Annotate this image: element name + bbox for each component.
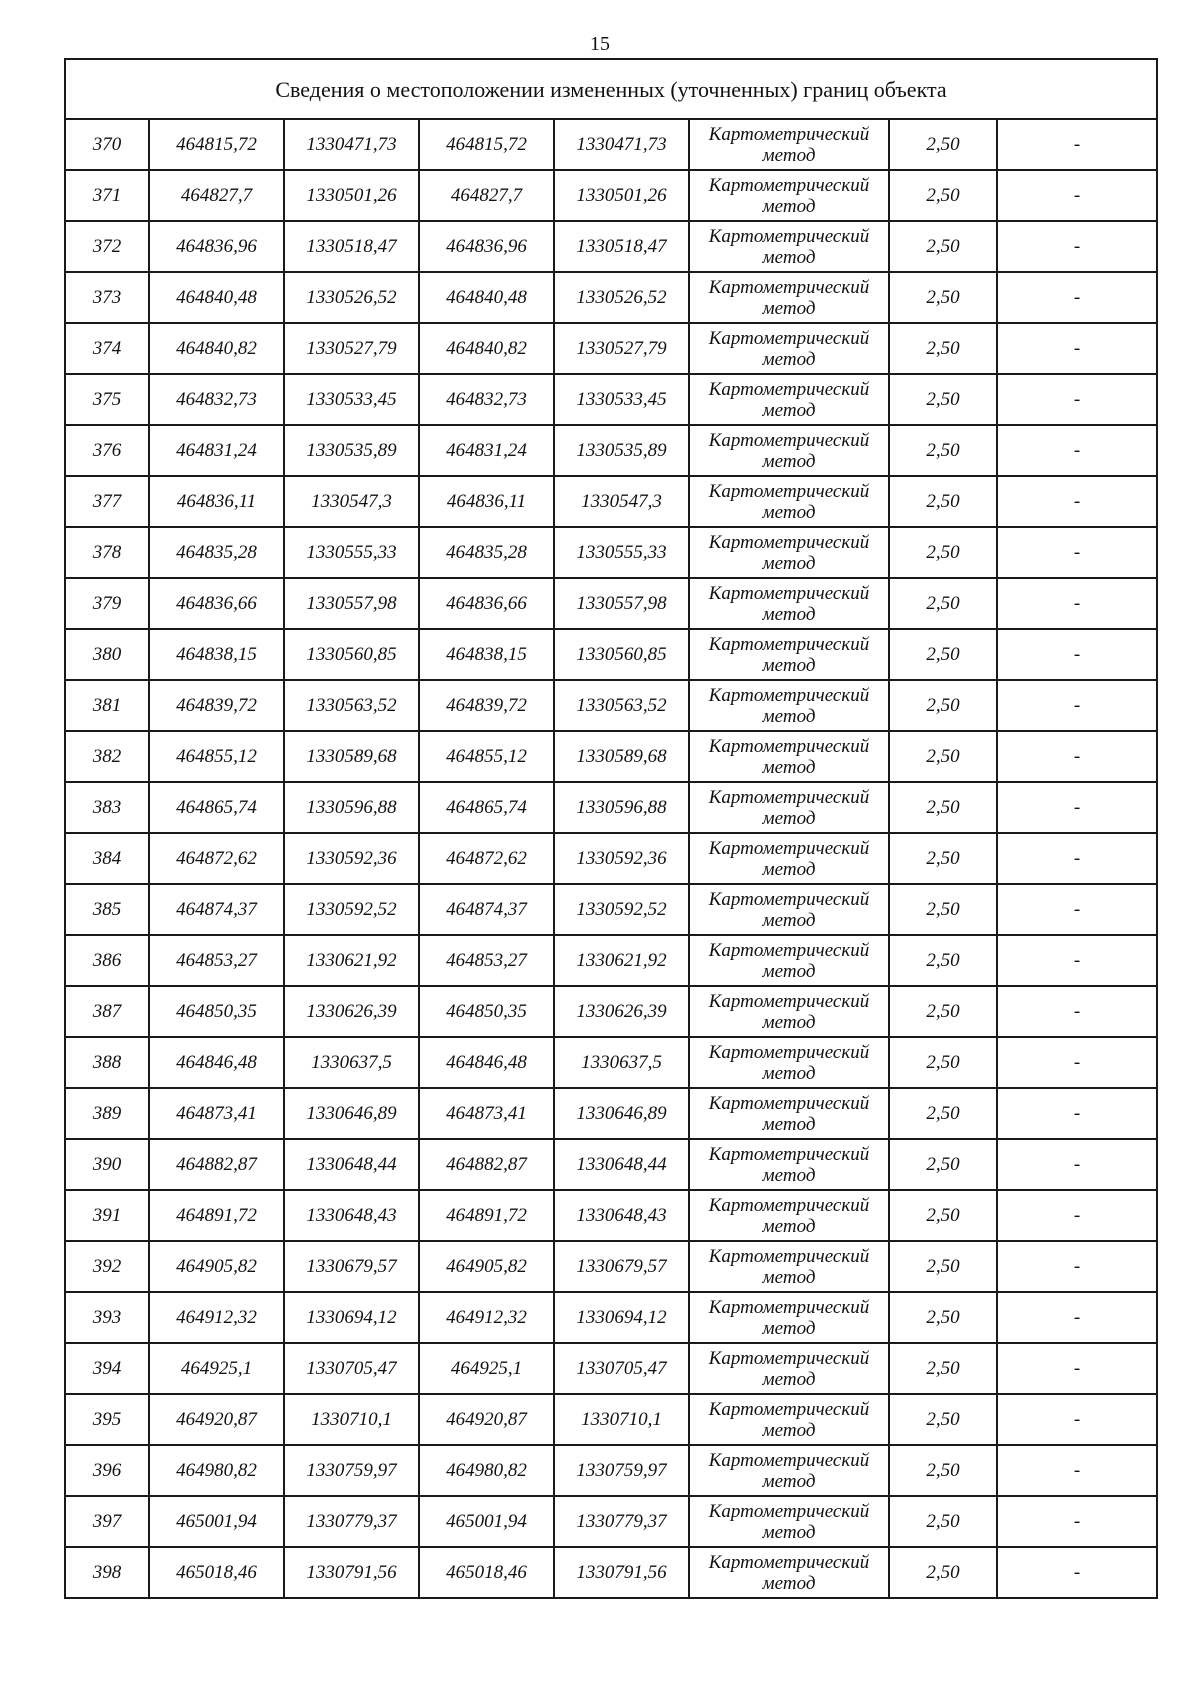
table-row bbox=[65, 323, 1157, 374]
page-number: 15 bbox=[590, 33, 610, 55]
table-row bbox=[65, 170, 1157, 221]
existing-y-cell: 1330589,68 bbox=[284, 731, 419, 782]
table-row bbox=[65, 1547, 1157, 1598]
existing-x-cell: 464912,32 bbox=[149, 1292, 284, 1343]
table-body bbox=[65, 59, 1157, 1598]
existing-x-cell: 464846,48 bbox=[149, 1037, 284, 1088]
point-number-cell: 385 bbox=[65, 884, 149, 935]
existing-x-cell: 464855,12 bbox=[149, 731, 284, 782]
table-row bbox=[65, 272, 1157, 323]
accuracy-cell: 2,50 bbox=[889, 374, 997, 425]
table-row bbox=[65, 1190, 1157, 1241]
existing-y-cell: 1330679,57 bbox=[284, 1241, 419, 1292]
accuracy-cell: 2,50 bbox=[889, 731, 997, 782]
accuracy-cell: 2,50 bbox=[889, 1343, 997, 1394]
existing-x-cell: 464836,66 bbox=[149, 578, 284, 629]
new-x-cell: 464872,62 bbox=[419, 833, 554, 884]
existing-y-cell: 1330694,12 bbox=[284, 1292, 419, 1343]
table-row bbox=[65, 578, 1157, 629]
table-row bbox=[65, 1394, 1157, 1445]
accuracy-cell: 2,50 bbox=[889, 1037, 997, 1088]
table-row bbox=[65, 884, 1157, 935]
existing-y-cell: 1330637,5 bbox=[284, 1037, 419, 1088]
new-x-cell: 464980,82 bbox=[419, 1445, 554, 1496]
new-x-cell: 464912,32 bbox=[419, 1292, 554, 1343]
new-y-cell: 1330518,47 bbox=[554, 221, 689, 272]
description-cell: - bbox=[997, 221, 1157, 272]
point-number-cell: 395 bbox=[65, 1394, 149, 1445]
description-cell: - bbox=[997, 1445, 1157, 1496]
existing-y-cell: 1330626,39 bbox=[284, 986, 419, 1037]
existing-y-cell: 1330518,47 bbox=[284, 221, 419, 272]
accuracy-cell: 2,50 bbox=[889, 119, 997, 170]
existing-y-cell: 1330535,89 bbox=[284, 425, 419, 476]
point-number-cell: 376 bbox=[65, 425, 149, 476]
existing-y-cell: 1330592,52 bbox=[284, 884, 419, 935]
accuracy-cell: 2,50 bbox=[889, 1445, 997, 1496]
table-row bbox=[65, 221, 1157, 272]
new-y-cell: 1330791,56 bbox=[554, 1547, 689, 1598]
description-cell: - bbox=[997, 170, 1157, 221]
new-x-cell: 464840,48 bbox=[419, 272, 554, 323]
accuracy-cell: 2,50 bbox=[889, 578, 997, 629]
new-x-cell: 464836,11 bbox=[419, 476, 554, 527]
method-cell: Картометрический метод bbox=[689, 1496, 889, 1547]
description-cell: - bbox=[997, 1292, 1157, 1343]
point-number-cell: 393 bbox=[65, 1292, 149, 1343]
description-cell: - bbox=[997, 1496, 1157, 1547]
description-cell: - bbox=[997, 323, 1157, 374]
new-x-cell: 464855,12 bbox=[419, 731, 554, 782]
new-y-cell: 1330563,52 bbox=[554, 680, 689, 731]
point-number-cell: 397 bbox=[65, 1496, 149, 1547]
accuracy-cell: 2,50 bbox=[889, 476, 997, 527]
new-y-cell: 1330560,85 bbox=[554, 629, 689, 680]
accuracy-cell: 2,50 bbox=[889, 1139, 997, 1190]
accuracy-cell: 2,50 bbox=[889, 425, 997, 476]
new-y-cell: 1330759,97 bbox=[554, 1445, 689, 1496]
description-cell: - bbox=[997, 425, 1157, 476]
accuracy-cell: 2,50 bbox=[889, 170, 997, 221]
description-cell: - bbox=[997, 731, 1157, 782]
existing-x-cell: 464839,72 bbox=[149, 680, 284, 731]
new-y-cell: 1330589,68 bbox=[554, 731, 689, 782]
table-row bbox=[65, 527, 1157, 578]
existing-x-cell: 464882,87 bbox=[149, 1139, 284, 1190]
new-y-cell: 1330648,44 bbox=[554, 1139, 689, 1190]
new-y-cell: 1330710,1 bbox=[554, 1394, 689, 1445]
method-cell: Картометрический метод bbox=[689, 221, 889, 272]
new-x-cell: 464891,72 bbox=[419, 1190, 554, 1241]
accuracy-cell: 2,50 bbox=[889, 527, 997, 578]
existing-x-cell: 464835,28 bbox=[149, 527, 284, 578]
point-number-cell: 387 bbox=[65, 986, 149, 1037]
new-x-cell: 464836,96 bbox=[419, 221, 554, 272]
point-number-cell: 392 bbox=[65, 1241, 149, 1292]
existing-y-cell: 1330501,26 bbox=[284, 170, 419, 221]
accuracy-cell: 2,50 bbox=[889, 1190, 997, 1241]
table-row bbox=[65, 425, 1157, 476]
method-cell: Картометрический метод bbox=[689, 527, 889, 578]
description-cell: - bbox=[997, 833, 1157, 884]
accuracy-cell: 2,50 bbox=[889, 1394, 997, 1445]
existing-x-cell: 464827,7 bbox=[149, 170, 284, 221]
table-row bbox=[65, 1088, 1157, 1139]
new-y-cell: 1330637,5 bbox=[554, 1037, 689, 1088]
description-cell: - bbox=[997, 578, 1157, 629]
new-y-cell: 1330535,89 bbox=[554, 425, 689, 476]
point-number-cell: 372 bbox=[65, 221, 149, 272]
method-cell: Картометрический метод bbox=[689, 833, 889, 884]
point-number-cell: 386 bbox=[65, 935, 149, 986]
description-cell: - bbox=[997, 119, 1157, 170]
method-cell: Картометрический метод bbox=[689, 1547, 889, 1598]
description-cell: - bbox=[997, 680, 1157, 731]
new-x-cell: 464827,7 bbox=[419, 170, 554, 221]
table-row bbox=[65, 1445, 1157, 1496]
existing-y-cell: 1330646,89 bbox=[284, 1088, 419, 1139]
accuracy-cell: 2,50 bbox=[889, 1088, 997, 1139]
point-number-cell: 371 bbox=[65, 170, 149, 221]
existing-y-cell: 1330648,43 bbox=[284, 1190, 419, 1241]
existing-y-cell: 1330759,97 bbox=[284, 1445, 419, 1496]
new-x-cell: 464882,87 bbox=[419, 1139, 554, 1190]
existing-x-cell: 465018,46 bbox=[149, 1547, 284, 1598]
method-cell: Картометрический метод bbox=[689, 323, 889, 374]
existing-x-cell: 464865,74 bbox=[149, 782, 284, 833]
table-title-row bbox=[65, 59, 1157, 119]
accuracy-cell: 2,50 bbox=[889, 629, 997, 680]
new-y-cell: 1330694,12 bbox=[554, 1292, 689, 1343]
new-x-cell: 464905,82 bbox=[419, 1241, 554, 1292]
table-row bbox=[65, 1496, 1157, 1547]
existing-y-cell: 1330555,33 bbox=[284, 527, 419, 578]
existing-y-cell: 1330596,88 bbox=[284, 782, 419, 833]
point-number-cell: 374 bbox=[65, 323, 149, 374]
new-y-cell: 1330547,3 bbox=[554, 476, 689, 527]
accuracy-cell: 2,50 bbox=[889, 1241, 997, 1292]
method-cell: Картометрический метод bbox=[689, 1292, 889, 1343]
accuracy-cell: 2,50 bbox=[889, 272, 997, 323]
new-y-cell: 1330592,52 bbox=[554, 884, 689, 935]
accuracy-cell: 2,50 bbox=[889, 1292, 997, 1343]
accuracy-cell: 2,50 bbox=[889, 782, 997, 833]
new-x-cell: 464831,24 bbox=[419, 425, 554, 476]
new-y-cell: 1330557,98 bbox=[554, 578, 689, 629]
new-x-cell: 464846,48 bbox=[419, 1037, 554, 1088]
method-cell: Картометрический метод bbox=[689, 1343, 889, 1394]
accuracy-cell: 2,50 bbox=[889, 833, 997, 884]
existing-y-cell: 1330563,52 bbox=[284, 680, 419, 731]
point-number-cell: 379 bbox=[65, 578, 149, 629]
new-y-cell: 1330621,92 bbox=[554, 935, 689, 986]
table-row bbox=[65, 476, 1157, 527]
existing-x-cell: 464920,87 bbox=[149, 1394, 284, 1445]
accuracy-cell: 2,50 bbox=[889, 221, 997, 272]
method-cell: Картометрический метод bbox=[689, 1088, 889, 1139]
new-x-cell: 465018,46 bbox=[419, 1547, 554, 1598]
existing-x-cell: 464836,96 bbox=[149, 221, 284, 272]
new-x-cell: 464840,82 bbox=[419, 323, 554, 374]
new-x-cell: 464873,41 bbox=[419, 1088, 554, 1139]
table-row bbox=[65, 629, 1157, 680]
table-row bbox=[65, 680, 1157, 731]
new-y-cell: 1330526,52 bbox=[554, 272, 689, 323]
existing-y-cell: 1330547,3 bbox=[284, 476, 419, 527]
method-cell: Картометрический метод bbox=[689, 731, 889, 782]
existing-x-cell: 464872,62 bbox=[149, 833, 284, 884]
existing-x-cell: 464832,73 bbox=[149, 374, 284, 425]
table-row bbox=[65, 833, 1157, 884]
existing-x-cell: 464873,41 bbox=[149, 1088, 284, 1139]
accuracy-cell: 2,50 bbox=[889, 680, 997, 731]
new-x-cell: 464853,27 bbox=[419, 935, 554, 986]
new-x-cell: 464865,74 bbox=[419, 782, 554, 833]
accuracy-cell: 2,50 bbox=[889, 1496, 997, 1547]
accuracy-cell: 2,50 bbox=[889, 884, 997, 935]
existing-x-cell: 464815,72 bbox=[149, 119, 284, 170]
existing-x-cell: 464853,27 bbox=[149, 935, 284, 986]
method-cell: Картометрический метод bbox=[689, 476, 889, 527]
existing-y-cell: 1330592,36 bbox=[284, 833, 419, 884]
existing-y-cell: 1330791,56 bbox=[284, 1547, 419, 1598]
new-x-cell: 464835,28 bbox=[419, 527, 554, 578]
new-x-cell: 464920,87 bbox=[419, 1394, 554, 1445]
new-y-cell: 1330596,88 bbox=[554, 782, 689, 833]
description-cell: - bbox=[997, 476, 1157, 527]
existing-y-cell: 1330621,92 bbox=[284, 935, 419, 986]
method-cell: Картометрический метод bbox=[689, 782, 889, 833]
method-cell: Картометрический метод bbox=[689, 986, 889, 1037]
new-y-cell: 1330648,43 bbox=[554, 1190, 689, 1241]
point-number-cell: 388 bbox=[65, 1037, 149, 1088]
point-number-cell: 378 bbox=[65, 527, 149, 578]
table-row bbox=[65, 1241, 1157, 1292]
new-x-cell: 465001,94 bbox=[419, 1496, 554, 1547]
method-cell: Картометрический метод bbox=[689, 1190, 889, 1241]
existing-y-cell: 1330557,98 bbox=[284, 578, 419, 629]
point-number-cell: 391 bbox=[65, 1190, 149, 1241]
method-cell: Картометрический метод bbox=[689, 425, 889, 476]
table-row bbox=[65, 1343, 1157, 1394]
new-x-cell: 464838,15 bbox=[419, 629, 554, 680]
new-y-cell: 1330705,47 bbox=[554, 1343, 689, 1394]
method-cell: Картометрический метод bbox=[689, 1445, 889, 1496]
new-x-cell: 464836,66 bbox=[419, 578, 554, 629]
table-title: Сведения о местоположении измененных (уточненных) границ объекта bbox=[65, 59, 1157, 119]
new-x-cell: 464839,72 bbox=[419, 680, 554, 731]
method-cell: Картометрический метод bbox=[689, 884, 889, 935]
method-cell: Картометрический метод bbox=[689, 1394, 889, 1445]
existing-x-cell: 464840,82 bbox=[149, 323, 284, 374]
existing-x-cell: 464836,11 bbox=[149, 476, 284, 527]
point-number-cell: 373 bbox=[65, 272, 149, 323]
new-y-cell: 1330779,37 bbox=[554, 1496, 689, 1547]
table-row bbox=[65, 1292, 1157, 1343]
existing-x-cell: 464840,48 bbox=[149, 272, 284, 323]
description-cell: - bbox=[997, 935, 1157, 986]
method-cell: Картометрический метод bbox=[689, 272, 889, 323]
existing-x-cell: 465001,94 bbox=[149, 1496, 284, 1547]
table-row bbox=[65, 986, 1157, 1037]
existing-x-cell: 464831,24 bbox=[149, 425, 284, 476]
description-cell: - bbox=[997, 1088, 1157, 1139]
table-row bbox=[65, 119, 1157, 170]
point-number-cell: 382 bbox=[65, 731, 149, 782]
existing-y-cell: 1330560,85 bbox=[284, 629, 419, 680]
existing-x-cell: 464980,82 bbox=[149, 1445, 284, 1496]
point-number-cell: 375 bbox=[65, 374, 149, 425]
new-y-cell: 1330533,45 bbox=[554, 374, 689, 425]
new-x-cell: 464874,37 bbox=[419, 884, 554, 935]
point-number-cell: 383 bbox=[65, 782, 149, 833]
existing-x-cell: 464925,1 bbox=[149, 1343, 284, 1394]
existing-y-cell: 1330705,47 bbox=[284, 1343, 419, 1394]
point-number-cell: 396 bbox=[65, 1445, 149, 1496]
existing-y-cell: 1330526,52 bbox=[284, 272, 419, 323]
point-number-cell: 380 bbox=[65, 629, 149, 680]
method-cell: Картометрический метод bbox=[689, 1037, 889, 1088]
table-row bbox=[65, 374, 1157, 425]
table-row bbox=[65, 1037, 1157, 1088]
existing-x-cell: 464891,72 bbox=[149, 1190, 284, 1241]
accuracy-cell: 2,50 bbox=[889, 323, 997, 374]
existing-y-cell: 1330648,44 bbox=[284, 1139, 419, 1190]
method-cell: Картометрический метод bbox=[689, 629, 889, 680]
description-cell: - bbox=[997, 1139, 1157, 1190]
existing-x-cell: 464874,37 bbox=[149, 884, 284, 935]
description-cell: - bbox=[997, 272, 1157, 323]
point-number-cell: 390 bbox=[65, 1139, 149, 1190]
point-number-cell: 384 bbox=[65, 833, 149, 884]
point-number-cell: 398 bbox=[65, 1547, 149, 1598]
existing-y-cell: 1330710,1 bbox=[284, 1394, 419, 1445]
existing-x-cell: 464905,82 bbox=[149, 1241, 284, 1292]
description-cell: - bbox=[997, 1241, 1157, 1292]
description-cell: - bbox=[997, 1037, 1157, 1088]
method-cell: Картометрический метод bbox=[689, 119, 889, 170]
new-y-cell: 1330626,39 bbox=[554, 986, 689, 1037]
existing-y-cell: 1330471,73 bbox=[284, 119, 419, 170]
point-number-cell: 370 bbox=[65, 119, 149, 170]
point-number-cell: 389 bbox=[65, 1088, 149, 1139]
new-x-cell: 464832,73 bbox=[419, 374, 554, 425]
method-cell: Картометрический метод bbox=[689, 374, 889, 425]
existing-y-cell: 1330527,79 bbox=[284, 323, 419, 374]
new-x-cell: 464815,72 bbox=[419, 119, 554, 170]
existing-x-cell: 464850,35 bbox=[149, 986, 284, 1037]
accuracy-cell: 2,50 bbox=[889, 1547, 997, 1598]
table-row bbox=[65, 935, 1157, 986]
new-y-cell: 1330592,36 bbox=[554, 833, 689, 884]
new-y-cell: 1330501,26 bbox=[554, 170, 689, 221]
new-y-cell: 1330555,33 bbox=[554, 527, 689, 578]
boundary-coordinates-table bbox=[64, 58, 1158, 1599]
method-cell: Картометрический метод bbox=[689, 680, 889, 731]
new-y-cell: 1330646,89 bbox=[554, 1088, 689, 1139]
existing-x-cell: 464838,15 bbox=[149, 629, 284, 680]
method-cell: Картометрический метод bbox=[689, 1241, 889, 1292]
method-cell: Картометрический метод bbox=[689, 1139, 889, 1190]
table-row bbox=[65, 782, 1157, 833]
existing-y-cell: 1330533,45 bbox=[284, 374, 419, 425]
new-x-cell: 464850,35 bbox=[419, 986, 554, 1037]
description-cell: - bbox=[997, 986, 1157, 1037]
point-number-cell: 377 bbox=[65, 476, 149, 527]
new-y-cell: 1330679,57 bbox=[554, 1241, 689, 1292]
description-cell: - bbox=[997, 1547, 1157, 1598]
new-x-cell: 464925,1 bbox=[419, 1343, 554, 1394]
method-cell: Картометрический метод bbox=[689, 170, 889, 221]
method-cell: Картометрический метод bbox=[689, 935, 889, 986]
description-cell: - bbox=[997, 884, 1157, 935]
new-y-cell: 1330471,73 bbox=[554, 119, 689, 170]
existing-y-cell: 1330779,37 bbox=[284, 1496, 419, 1547]
description-cell: - bbox=[997, 1190, 1157, 1241]
description-cell: - bbox=[997, 374, 1157, 425]
table-row bbox=[65, 731, 1157, 782]
accuracy-cell: 2,50 bbox=[889, 935, 997, 986]
new-y-cell: 1330527,79 bbox=[554, 323, 689, 374]
accuracy-cell: 2,50 bbox=[889, 986, 997, 1037]
point-number-cell: 381 bbox=[65, 680, 149, 731]
method-cell: Картометрический метод bbox=[689, 578, 889, 629]
description-cell: - bbox=[997, 527, 1157, 578]
description-cell: - bbox=[997, 629, 1157, 680]
table-row bbox=[65, 1139, 1157, 1190]
description-cell: - bbox=[997, 1394, 1157, 1445]
point-number-cell: 394 bbox=[65, 1343, 149, 1394]
description-cell: - bbox=[997, 782, 1157, 833]
description-cell: - bbox=[997, 1343, 1157, 1394]
